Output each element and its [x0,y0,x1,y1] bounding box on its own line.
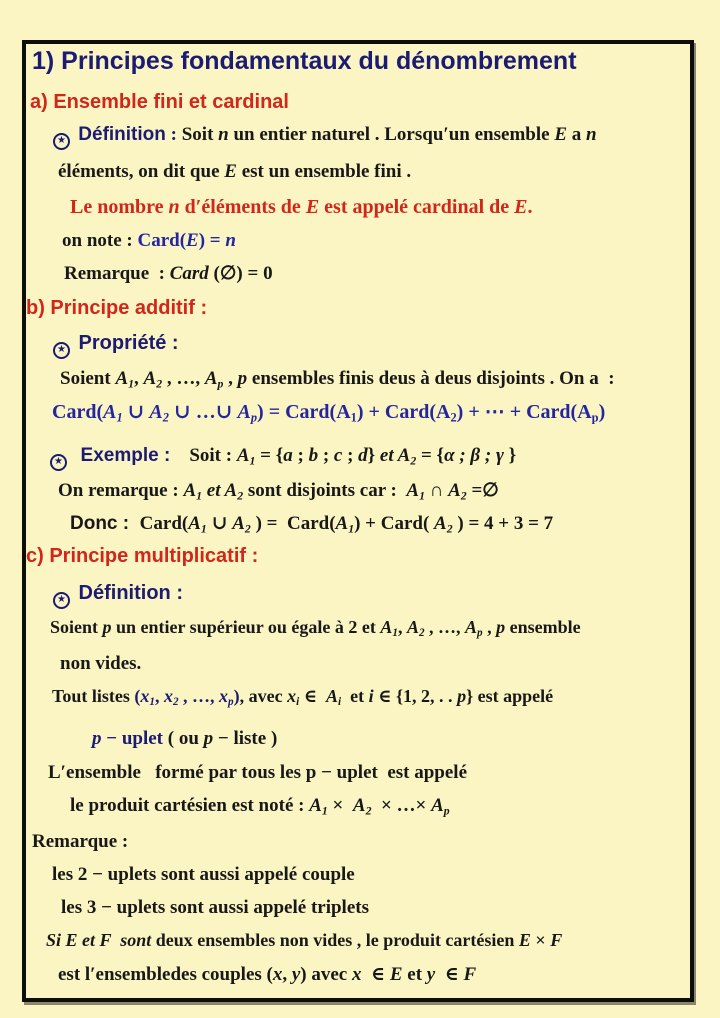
text-segment: c) Principe multiplicatif : [26,545,259,567]
text-segment: y [426,964,436,985]
text-segment: , [482,617,497,637]
text-segment: 2 [237,489,244,503]
text-segment: E [305,196,320,218]
star-glyph: ★ [54,456,63,467]
text-segment: Card( [139,513,189,534]
text-segment: E [514,196,528,218]
text-segment: − liste ) [213,728,278,749]
text-segment: d [358,445,368,466]
text-segment: p [237,368,248,389]
text-segment: Propriété : [73,332,179,354]
text-segment: x [287,686,297,706]
text-segment: 2 [418,627,425,640]
text-segment: A [448,480,461,501]
text-segment: non vides. [60,653,142,674]
text-segment: 1 [348,522,355,536]
circled-star-icon [53,342,70,359]
ensemble-forme-line [48,761,467,785]
text-segment: A [149,401,163,423]
text-segment: = { [416,445,445,466]
text-segment: A [326,686,339,706]
text-segment: , avec [239,686,288,706]
text-segment: ) + Card( [354,513,435,534]
text-segment: =∅ [466,480,499,501]
text-segment: 1 [200,522,207,536]
text-segment: } est appelé [466,686,554,706]
text-segment: 1 [128,377,135,391]
star-glyph: ★ [57,594,66,605]
text-segment: 1 [249,454,256,468]
text-segment: Card( [52,401,104,423]
text-segment: Card( [137,230,187,251]
text-segment: ∈ [361,964,390,985]
text-segment: A [380,617,393,637]
text-segment: , …, [178,686,220,706]
example-conclusion [70,512,553,537]
property-statement [60,367,615,392]
text-segment: A [406,617,419,637]
text-segment: A [204,368,218,389]
text-segment: y [291,964,301,985]
text-segment: A [188,513,201,534]
text-segment: E [224,161,237,182]
text-segment: 1 [196,489,203,503]
definition-c-heading [53,581,183,609]
text-segment: p [496,617,506,637]
text-segment: ∈ [299,686,327,706]
text-segment: Soit [181,124,219,145]
text-segment: 1 [350,410,357,425]
text-segment: ) + Card(A [356,401,451,423]
cartesian-product-line [70,794,450,819]
text-segment: ∈ [435,964,464,985]
text-segment: ; [342,445,359,466]
text-segment: E [186,230,199,251]
text-segment: 1 [116,410,123,425]
text-segment: sont disjoints car : [243,480,407,501]
text-segment: ∪ …∪ [168,401,238,423]
text-segment: et [402,964,427,985]
text-segment: ∪ [206,513,233,534]
text-segment: x [352,964,362,985]
text-segment: les 2 − uplets sont aussi appelé couple [52,864,355,885]
text-segment: et A [202,480,238,501]
card-notation [62,229,236,253]
text-segment: ∪ [122,401,150,423]
text-segment: 2 [244,522,251,536]
text-segment: p [591,410,599,425]
text-segment: A [232,513,245,534]
text-segment: et [341,686,369,706]
text-segment: est appelé cardinal de [319,196,515,218]
text-segment: 2 [172,696,179,709]
additive-formula [52,400,605,426]
text-segment: 1 [419,489,425,503]
text-segment: (∅) = 0 [213,263,273,284]
text-segment: ( [134,686,141,706]
text-segment: . [527,196,533,218]
main-title [32,46,577,77]
text-segment: un entier naturel . Lorsqu′un ensemble [228,124,555,145]
couple-line [52,863,355,887]
text-segment: p [228,696,234,709]
text-segment: ; [318,445,334,466]
text-segment: } [367,445,380,466]
text-segment: A [335,513,349,534]
text-segment: ) [598,401,606,423]
circled-star-icon [53,592,70,609]
text-segment: x [272,964,283,985]
text-segment: a [567,124,586,145]
text-segment: b) Principe additif : [26,297,208,319]
text-segment: × [530,930,551,950]
text-segment: Définition : [73,582,183,604]
text-segment: 1 [321,804,328,818]
text-segment: p [92,728,102,749]
text-segment: F [463,964,477,985]
text-segment: Si E et F sont [46,930,156,950]
remark-heading [32,830,128,854]
text-segment: p [250,410,258,425]
text-segment: p [217,377,224,391]
text-segment: A [103,401,117,423]
text-segment: A [115,368,129,389]
text-segment: − uplet [101,728,168,749]
example-heading [50,444,516,471]
text-segment: , …, [162,368,205,389]
text-segment: A [143,368,157,389]
text-segment: ) = 4 + 3 = 7 [452,513,554,534]
text-segment: n [586,124,597,145]
heading-b [26,296,207,321]
heading-a [30,90,289,115]
text-segment: 1 [149,696,155,709]
text-segment: 2 [162,410,169,425]
text-segment: un entier supérieur ou égale à 2 et [111,617,381,637]
text-segment: A [465,617,478,637]
text-segment: Remarque : [32,831,129,852]
text-segment: ) [233,686,240,706]
remark-empty-set [64,262,273,286]
text-segment: A [237,401,251,423]
heading-c [26,544,258,569]
text-segment: 1 [392,627,398,640]
text-segment: ) = Card(A [257,401,351,423]
text-segment: c [333,445,343,466]
text-segment: p [203,728,214,749]
text-segment: E [518,930,531,950]
text-segment: Donc : [70,513,140,534]
text-segment: ensembles finis deus à deus disjoints . On a : [247,368,615,389]
text-segment: b [308,445,319,466]
text-segment: x [219,686,229,706]
text-segment: , [397,617,407,637]
text-segment: α ; β ; γ [444,445,504,466]
text-segment: 2 [156,377,163,391]
text-segment: A [352,795,366,816]
text-segment: ensemble [505,617,581,637]
text-segment: Soient [60,368,116,389]
text-segment: , …, [424,617,466,637]
text-segment: A [236,445,250,466]
text-segment: n [218,124,229,145]
text-segment: p [102,617,112,637]
text-segment: p [443,804,450,818]
text-segment: ∩ [424,480,449,501]
text-segment: a [283,445,293,466]
text-segment: le produit cartésien est noté : [70,795,310,816]
definition-c-line1 [50,616,581,641]
text-segment: : [165,124,182,145]
star-glyph: ★ [57,344,66,355]
text-segment: A [183,480,197,501]
definition-a-line1 [53,123,597,150]
text-segment: ( ou [167,728,204,749]
text-segment: i [296,696,300,709]
text-segment: 1) Principes fondamentaux du dénombrement [32,47,577,75]
text-segment: , [134,368,144,389]
text-segment: n [168,196,180,218]
text-segment: Remarque : [64,263,170,284]
triplet-line [61,896,369,920]
text-segment: 2 [365,804,372,818]
text-segment: a) Ensemble fini et cardinal [30,91,289,113]
cardinal-note [70,195,533,220]
p-uplet-line [92,727,277,751]
text-segment: × …× [371,795,432,816]
text-segment: A [431,795,444,816]
text-segment: A [406,480,420,501]
text-segment: p [457,686,467,706]
text-segment: ; [292,445,309,466]
tuple-line [52,685,553,710]
text-segment: est un ensemble fini . [236,161,412,182]
text-segment: Card [169,263,214,284]
text-segment: Soient [50,617,103,637]
text-segment: éléments, on dit que [58,161,225,182]
text-segment: 2 [446,522,453,536]
text-segment: x [140,686,150,706]
text-segment: i [338,696,342,709]
text-segment: , [282,964,292,985]
text-segment: Soit : [170,445,237,466]
property-heading [53,331,179,359]
ef-product-line2 [58,963,476,987]
definition-c-line2 [60,652,141,676]
text-segment: F [550,930,563,950]
star-glyph: ★ [57,135,66,146]
circled-star-icon [50,454,67,471]
ef-product-line1 [46,929,562,952]
text-segment: E [554,124,567,145]
text-segment: ) = [198,230,226,251]
text-segment: x [163,686,173,706]
text-segment: 2 [460,489,467,503]
text-segment: Le nombre [70,196,169,218]
text-segment: , [223,368,238,389]
text-segment: n [225,230,236,251]
text-segment: } [503,445,517,466]
text-segment: L′ensemble formé par tous les p − uplet est appelé [48,762,468,783]
definition-a-line2 [58,160,411,184]
text-segment: deux ensembles non vides , le produit cartésien [155,930,519,950]
circled-star-icon [53,133,70,150]
text-segment: ) avec [300,964,352,985]
text-segment: p [477,627,483,640]
text-segment: × [327,795,353,816]
text-segment: on note : [62,230,138,251]
text-segment: Tout listes [52,686,135,706]
text-segment: i [368,686,374,706]
text-segment: , [154,686,164,706]
text-segment: est l′ensembledes couples ( [58,964,273,985]
text-segment: Exemple : [70,445,171,466]
text-segment: ) = Card( [250,513,336,534]
text-segment: On remarque : [58,480,184,501]
text-segment: A [434,513,447,534]
text-segment: les 3 − uplets sont aussi appelé triplets [61,897,369,918]
text-segment: ) + ⋯ + Card(A [456,401,592,423]
example-remark [58,479,499,504]
text-segment: 2 [410,454,417,468]
text-segment: Définition [73,124,166,145]
text-segment: 2 [450,410,457,425]
text-segment: ∈ {1, 2, . . [373,686,458,706]
text-segment: E [389,964,403,985]
text-segment: A [309,795,322,816]
text-segment: et A [379,445,411,466]
text-segment: d′éléments de [179,196,306,218]
text-segment: = { [255,445,284,466]
